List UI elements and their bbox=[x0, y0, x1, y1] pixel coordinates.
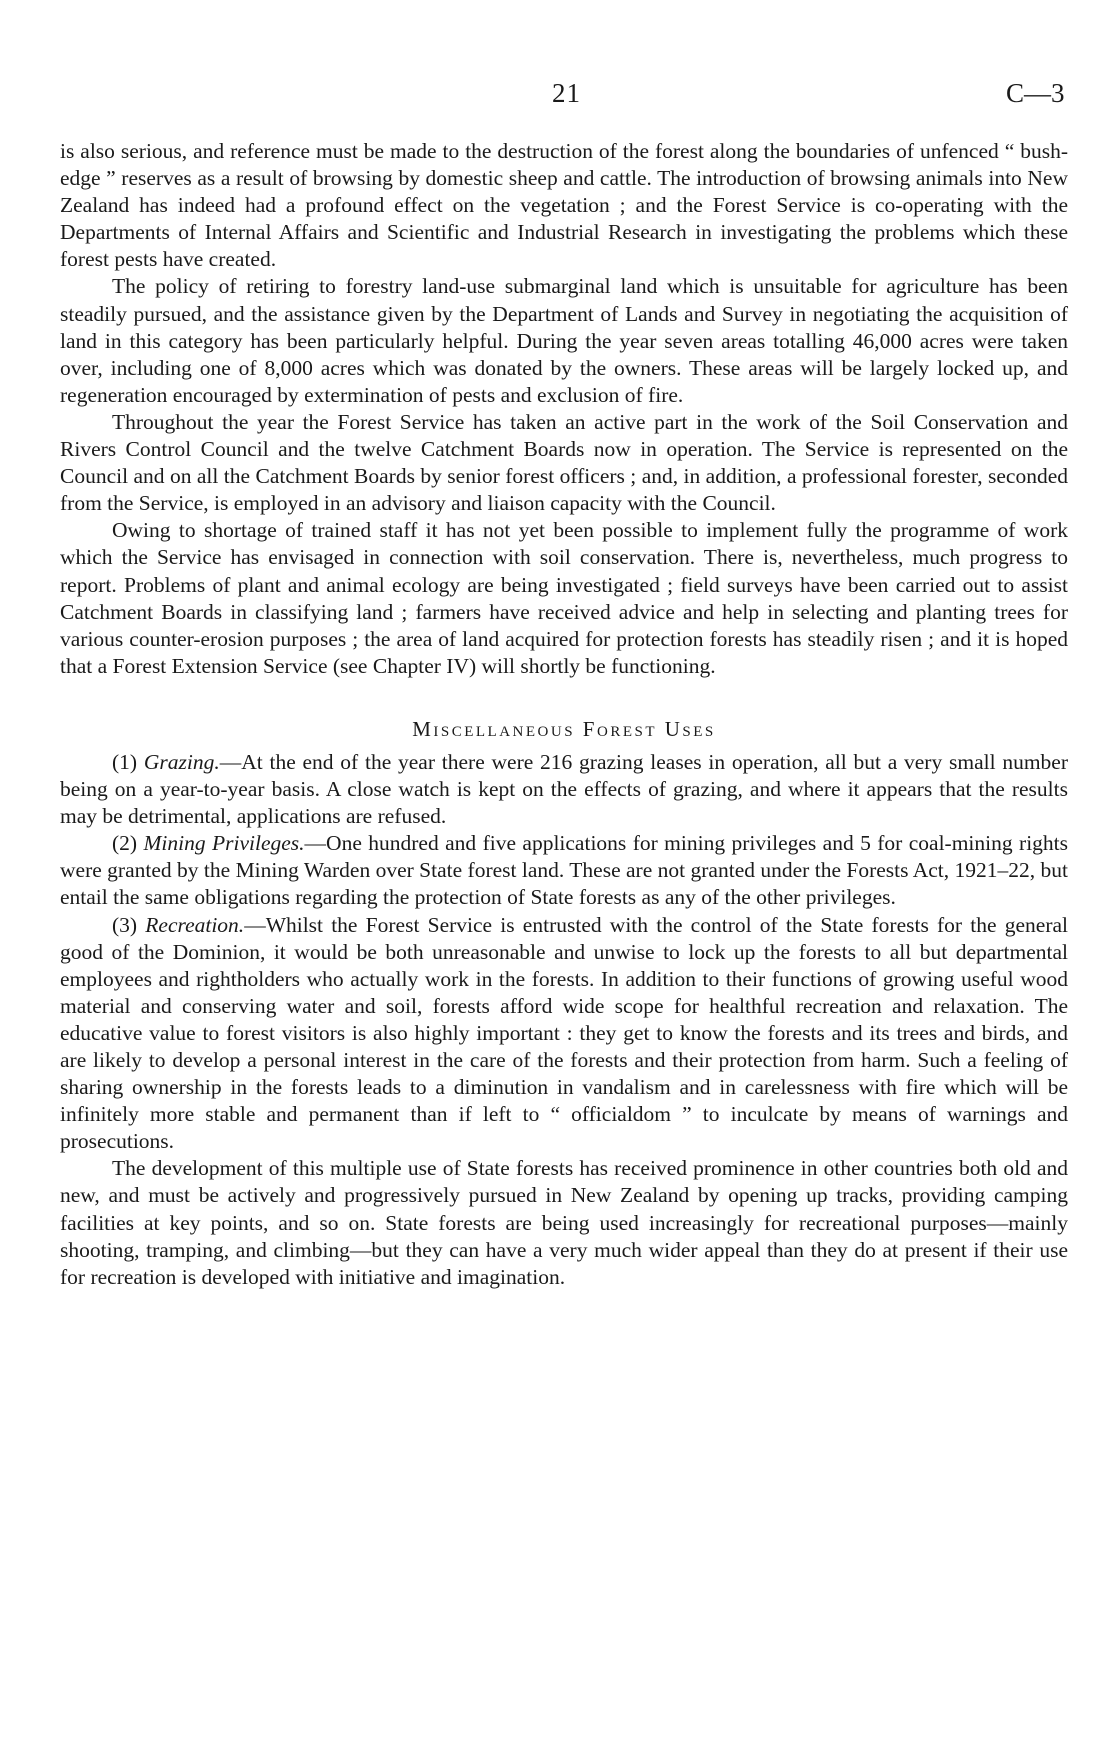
paragraph-soil-conservation: Throughout the year the Forest Service has taken an active part in the work of the Soil Conservation and Rivers Control Council and the twelve Catchment Boards now in operation. The Service is represented on the Council and on all the Catchment Boards by senior forest officers ; and, in addition, a professional forester, seconded from the Service, is employed in an advisory and liaison capacity with the Council. bbox=[60, 409, 1068, 516]
entry-label: Grazing. bbox=[143, 749, 220, 774]
body-text bbox=[60, 138, 1068, 1291]
paragraph-closing: The development of this multiple use of State forests has received prominence in other countries both old and new, and must be actively and progressively pursued in New Zealand by opening up tracks, providing camping facilities at key points, and so on. State forests are being used increasingly for recreational purposes—mainly shooting, tramping, and climbing—but they can have a very much wider appeal than they do at present if their use for recreation is developed with initiative and imagination. bbox=[60, 1156, 1068, 1289]
page-header bbox=[0, 78, 1114, 118]
section-heading: Miscellaneous Forest Uses bbox=[412, 716, 716, 741]
page-number: 21 bbox=[552, 78, 581, 108]
entry-number: (3) bbox=[112, 912, 138, 937]
entry-label: Mining Privileges. bbox=[143, 831, 305, 856]
entry-label: Recreation. bbox=[145, 912, 245, 937]
paragraph-staff-shortage: Owing to shortage of trained staff it has not yet been possible to implement fully the programme of work which the Service has envisaged in connection with soil conservation. There is, nevertheless, much progress to report. Problems of plant and animal ecology are being investigated ; field surveys have been carried out to assist Catchment Boards in classifying land ; farmers have received advice and help in selecting and planting trees for various counter-erosion purposes ; the area of land acquired for protection forests has steadily risen ; and it is hoped that a Forest Extension Service (see Chapter IV) will shortly be functioning. bbox=[60, 518, 1068, 678]
entry-text: —Whilst the Forest Service is entrusted with the control of the State forests for the general good of the Dominion, it would be both unreasonable and unwise to lock up the forests to all but departmental employees and rightholders who actually work in the forests. In addition to their functions of growing useful wood material and conserving water and soil, forests afford wide scope for healthful recreation and relaxation. The educative value to forest visitors is also highly important : they get to know the forests and its trees and birds, and are likely to develop a personal interest in the care of the forests and their protection from harm. Such a feeling of sharing ownership in the forests leads to a diminution in vandalism and in carelessness with fire which will be infinitely more stable and permanent than if left to “ officialdom ” to inculcate by means of warnings and prosecutions. bbox=[60, 912, 1069, 1154]
paragraph-land-retirement: The policy of retiring to forestry land-use submarginal land which is unsuitable for agriculture has been steadily pursued, and the assistance given by the Department of Lands and Survey in negotiating the acquisition of land in this category has been particularly helpful. During the year seven areas totalling 46,000 acres were taken over, including one of 8,000 acres which was donated by the owners. These areas will be largely locked up, and regeneration encouraged by extermination of pests and exclusion of fire. bbox=[60, 274, 1068, 407]
document-reference: C—3 bbox=[1006, 78, 1065, 108]
entry-number: (1) bbox=[112, 749, 138, 774]
entry-mining-privileges bbox=[60, 830, 1068, 911]
entry-number: (2) bbox=[112, 831, 138, 856]
paragraph-continued: is also serious, and reference must be made to the destruction of the forest along the boundaries of unfenced “ bush-edge ” reserves as a result of browsing by domestic sheep and cattle. The introduction of browsing animals into New Zealand has indeed had a profound effect on the vegetation ; and the Forest Service is co-operating with the Departments of Internal Affairs and Scientific and Industrial Research in investigating the problems which these forest pests have created. bbox=[60, 139, 1068, 272]
entry-text: —One hundred and five applications for mining privileges and 5 for coal-mining rights were granted by the Mining Warden over State forest land. These are not granted under the Forests Act, 1921–22, but entail the same obligations regarding the protection of State forests as any of the other privileges. bbox=[60, 831, 1069, 910]
entry-recreation bbox=[60, 912, 1068, 1156]
entry-text: —At the end of the year there were 216 grazing leases in operation, all but a very small number being on a year-to-year basis. A close watch is kept on the effects of grazing, and where it appears that the results may be detrimental, applications are refused. bbox=[60, 749, 1068, 829]
entry-grazing bbox=[60, 749, 1068, 830]
